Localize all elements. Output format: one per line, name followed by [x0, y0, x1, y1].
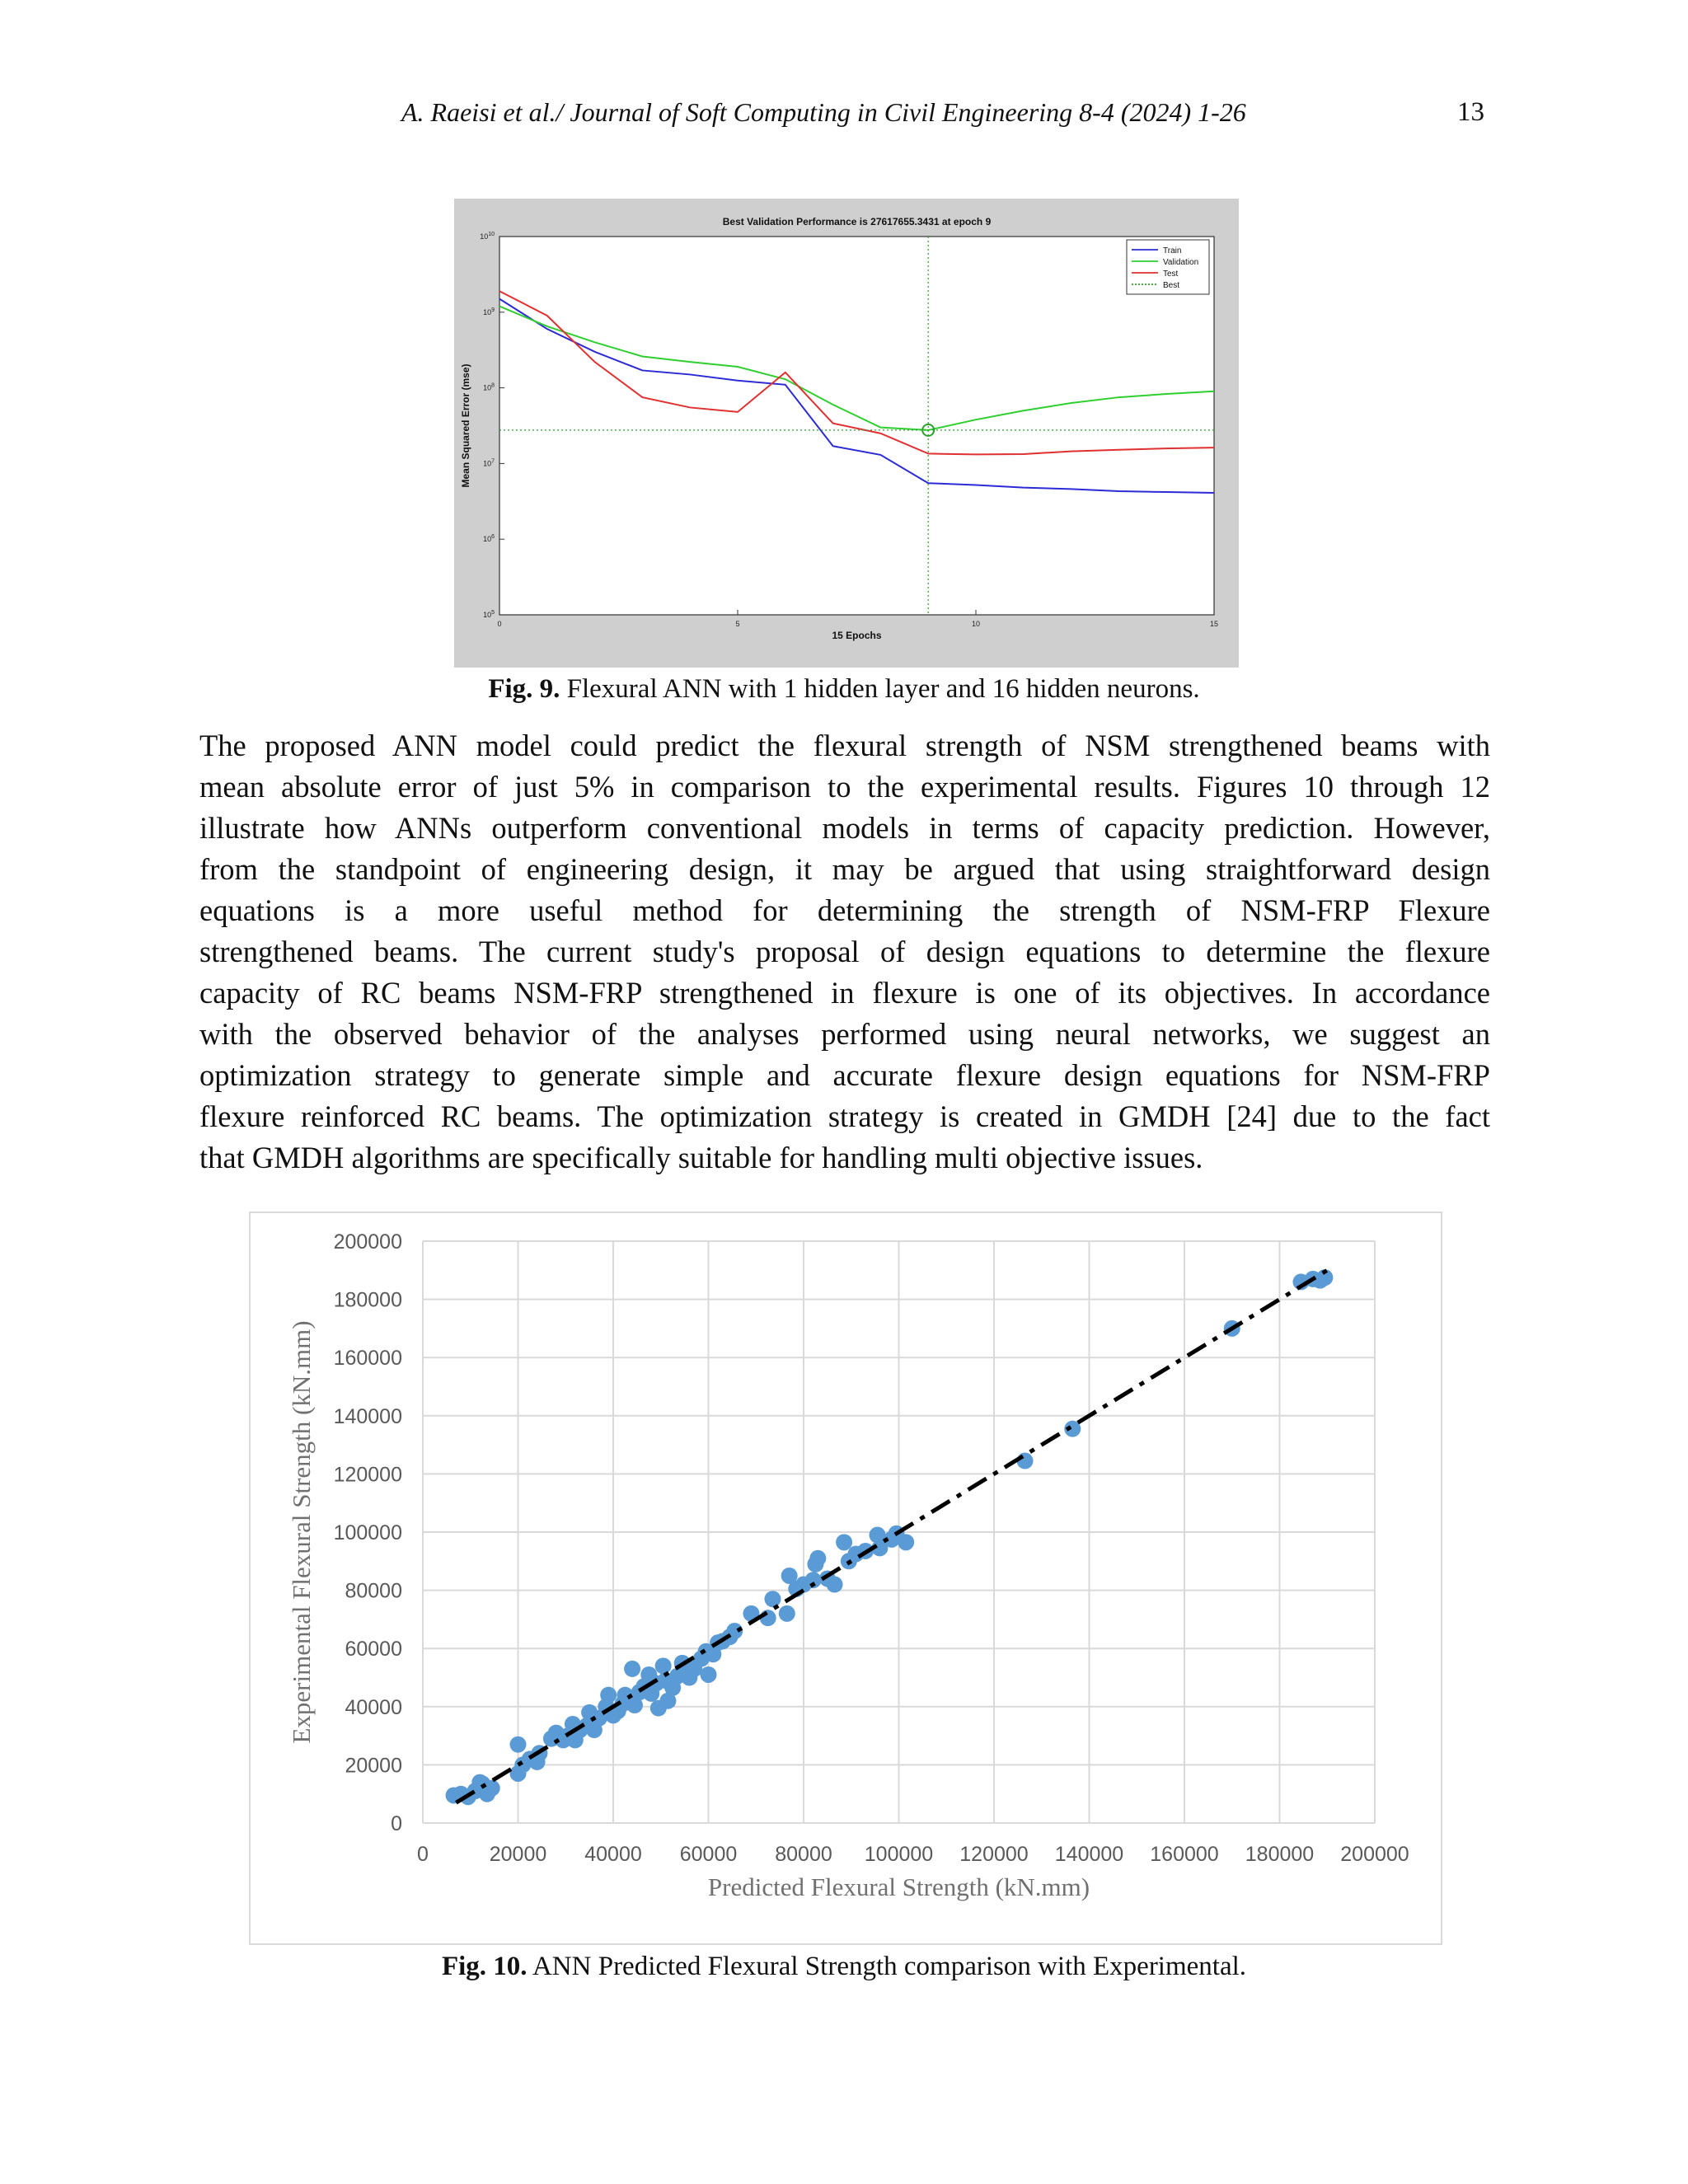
body-line: capacity of RC beams NSM-FRP strengthened in flexure is one of its objectives. In accordance: [199, 976, 1490, 1010]
y-axis-label: Experimental Flexural Strength (kN.mm): [287, 1320, 316, 1744]
figure-10-caption-text: ANN Predicted Flexural Strength comparison with Experimental.: [532, 1952, 1247, 1981]
y-tick-label: 100000: [333, 1521, 402, 1544]
body-line: equations is a more useful method for determining the strength of NSM-FRP Flexure: [199, 893, 1490, 927]
legend-label: Test: [1163, 269, 1179, 279]
x-tick-label: 100000: [864, 1843, 934, 1866]
figure-9-caption: [0, 674, 1688, 705]
y-tick-label: $10^{10}$: [480, 232, 495, 241]
y-tick-label: $10^9$: [483, 307, 495, 316]
x-tick-label: 160000: [1150, 1843, 1219, 1866]
legend-label: Validation: [1163, 258, 1199, 267]
chart-title: Best Validation Performance is 27617655.3431 at epoch 9: [722, 216, 992, 227]
legend-label: Best: [1163, 281, 1180, 290]
data-point: [655, 1657, 672, 1674]
figure-10-scatter-chart: [249, 1212, 1442, 1945]
figure-10-caption: [0, 1952, 1688, 1982]
x-tick-label: 10: [971, 620, 981, 628]
body-line: strengthened beams. The current study's proposal of design equations to determine the flexure: [199, 935, 1490, 968]
body-line: optimization strategy to generate simple and accurate flexure design equations for NSM-FRP: [199, 1058, 1490, 1092]
y-tick-label: 80000: [345, 1579, 402, 1603]
y-tick-label: 200000: [333, 1230, 402, 1254]
body-line: from the standpoint of engineering design, it may be argued that using straightforward design: [199, 852, 1490, 886]
y-tick-label: 20000: [345, 1754, 402, 1778]
performance-chart-svg: [454, 199, 1239, 668]
body-line: The proposed ANN model could predict the flexural strength of NSM strengthened beams with: [199, 729, 1490, 762]
x-axis-label: 15 Epochs: [832, 630, 882, 641]
x-tick-label: 60000: [679, 1843, 738, 1866]
x-tick-label: 0: [417, 1843, 429, 1866]
y-tick-label: $10^7$: [483, 458, 495, 468]
body-line: that GMDH algorithms are specifically suitable for handling multi objective issues.: [199, 1141, 1203, 1174]
data-point: [779, 1605, 795, 1622]
data-point: [701, 1666, 717, 1683]
y-tick-label: 40000: [345, 1695, 402, 1719]
y-tick-label: 160000: [333, 1347, 402, 1371]
legend-label: Train: [1163, 246, 1182, 255]
y-tick-label: 120000: [333, 1463, 402, 1487]
x-tick-label: 200000: [1340, 1843, 1409, 1866]
body-paragraph: [199, 725, 1490, 1179]
x-tick-label: 20000: [489, 1843, 547, 1866]
x-axis-label: Predicted Flexural Strength (kN.mm): [707, 1872, 1090, 1901]
y-tick-label: 0: [391, 1812, 402, 1835]
x-tick-label: 15: [1209, 620, 1219, 628]
page-header: [0, 97, 1688, 138]
y-tick-label: 60000: [345, 1638, 402, 1661]
data-point: [471, 1774, 488, 1791]
figure-10-caption-label: Fig. 10.: [441, 1952, 528, 1981]
figure-9-training-performance-chart: [454, 199, 1239, 668]
data-point: [827, 1577, 843, 1593]
x-tick-label: 180000: [1245, 1843, 1315, 1866]
data-point: [898, 1534, 914, 1550]
y-axis-label: Mean Squared Error (mse): [460, 363, 471, 488]
y-tick-label: $10^6$: [483, 534, 495, 544]
body-line: illustrate how ANNs outperform conventional models in terms of capacity prediction. However,: [199, 811, 1490, 845]
body-line: flexure reinforced RC beams. The optimization strategy is created in GMDH [24] due to the fact: [199, 1099, 1490, 1133]
data-point: [764, 1591, 781, 1607]
y-tick-label: 140000: [333, 1404, 402, 1428]
scatter-chart-svg: [251, 1213, 1441, 1943]
page-number: 13: [1457, 97, 1484, 127]
figure-9-caption-label: Fig. 9.: [488, 674, 560, 704]
x-tick-label: 0: [497, 620, 502, 628]
data-point: [809, 1550, 826, 1567]
x-tick-label: 40000: [584, 1843, 642, 1866]
data-point: [836, 1534, 852, 1550]
body-line: with the observed behavior of the analyses performed using neural networks, we suggest an: [199, 1017, 1490, 1051]
data-point: [624, 1661, 640, 1677]
x-tick-label: 80000: [775, 1843, 832, 1866]
figure-9-caption-text: Flexural ANN with 1 hidden layer and 16 hidden neurons.: [566, 674, 1200, 704]
y-tick-label: $10^8$: [483, 382, 495, 392]
y-tick-label: 180000: [333, 1288, 402, 1312]
body-line: mean absolute error of just 5% in comparison to the experimental results. Figures 10 through 12: [199, 770, 1490, 804]
data-point: [600, 1687, 617, 1704]
x-tick-label: 5: [735, 620, 740, 628]
plot-area: [499, 237, 1214, 615]
y-tick-label: $10^5$: [483, 610, 495, 619]
x-tick-label: 120000: [959, 1843, 1029, 1866]
data-point: [510, 1736, 527, 1753]
running-title: A. Raeisi et al./ Journal of Soft Computing in Civil Engineering 8-4 (2024) 1-26: [401, 97, 1246, 127]
x-tick-label: 140000: [1054, 1843, 1124, 1866]
